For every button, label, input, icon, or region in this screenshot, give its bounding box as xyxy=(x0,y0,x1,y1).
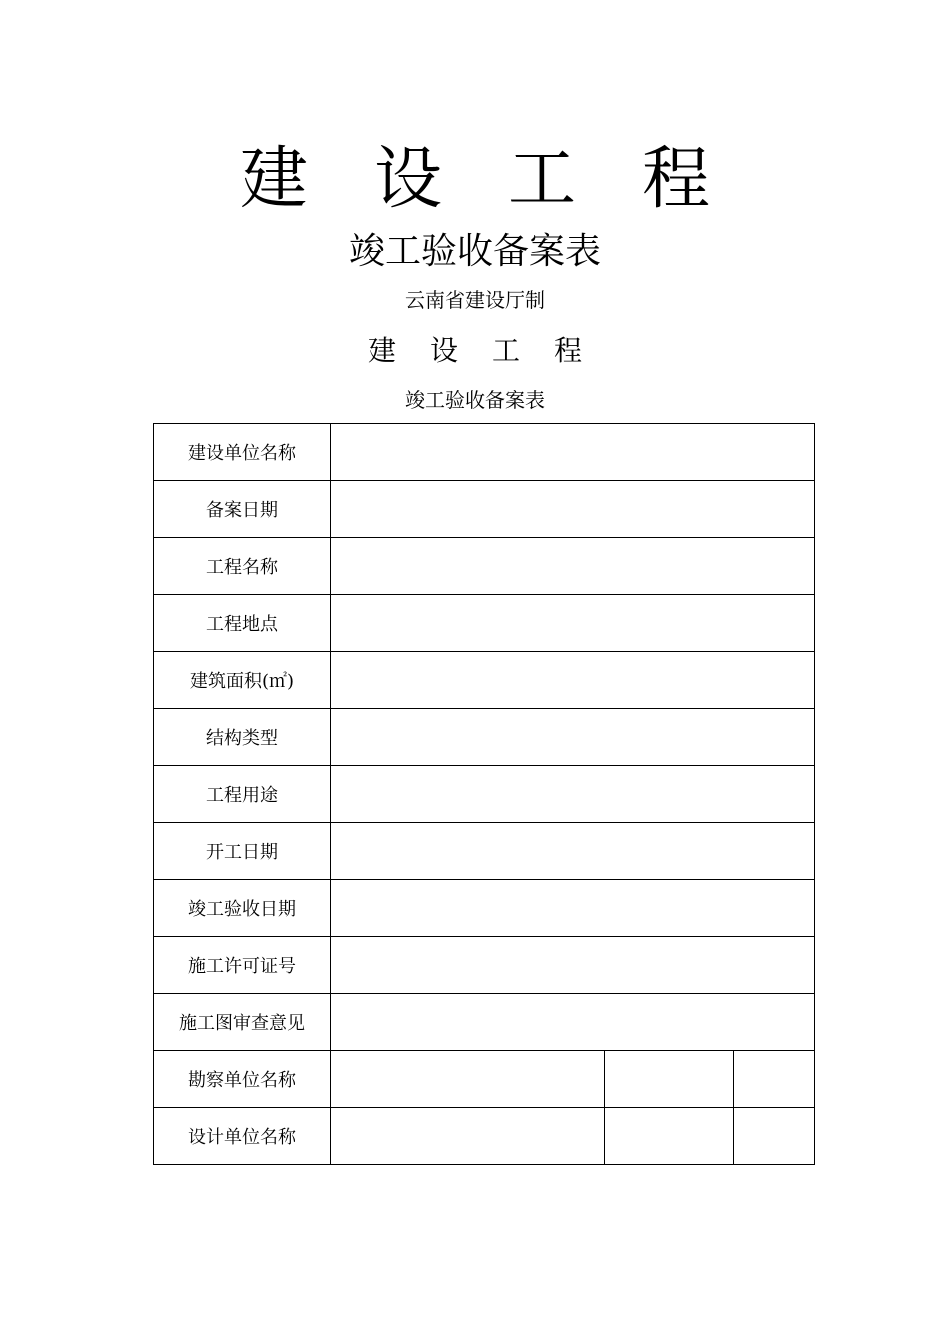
row-label: 备案日期 xyxy=(154,481,331,538)
row-value-field[interactable] xyxy=(331,652,815,709)
table-row xyxy=(154,766,815,823)
table-row xyxy=(154,652,815,709)
title-char: 设 xyxy=(373,140,442,219)
row-value-field[interactable] xyxy=(331,1051,605,1108)
document-subtitle: 竣工验收备案表 xyxy=(348,231,601,272)
row-label: 设计单位名称 xyxy=(154,1108,331,1165)
form-subtitle: 竣工验收备案表 xyxy=(405,388,545,412)
row-value-field[interactable] xyxy=(331,424,815,481)
row-label: 施工许可证号 xyxy=(154,937,331,994)
row-label: 建筑面积(㎡) xyxy=(154,652,331,709)
row-label: 结构类型 xyxy=(154,709,331,766)
row-value-field[interactable] xyxy=(331,937,815,994)
row-label: 施工图审查意见 xyxy=(154,994,331,1051)
row-label: 开工日期 xyxy=(154,823,331,880)
document-title xyxy=(0,140,950,220)
issuer-text: 云南省建设厅制 xyxy=(405,288,545,312)
row-label: 勘察单位名称 xyxy=(154,1051,331,1108)
table-row xyxy=(154,823,815,880)
table-row xyxy=(154,1108,815,1165)
title-small-char: 工 xyxy=(492,334,521,367)
row-label: 工程用途 xyxy=(154,766,331,823)
row-value-field[interactable] xyxy=(331,880,815,937)
table-row xyxy=(154,424,815,481)
row-value-field[interactable] xyxy=(331,481,815,538)
row-value-field[interactable] xyxy=(605,1108,734,1165)
title-char: 建 xyxy=(239,140,308,219)
row-value-field[interactable] xyxy=(331,595,815,652)
row-label: 工程名称 xyxy=(154,538,331,595)
title-small-char: 程 xyxy=(554,334,583,367)
table-row xyxy=(154,481,815,538)
form-title xyxy=(0,332,950,370)
row-value-field[interactable] xyxy=(605,1051,734,1108)
row-value-field[interactable] xyxy=(331,538,815,595)
row-label: 竣工验收日期 xyxy=(154,880,331,937)
table-row xyxy=(154,994,815,1051)
table-row xyxy=(154,1051,815,1108)
row-value-field[interactable] xyxy=(331,1108,605,1165)
title-char: 程 xyxy=(642,140,711,219)
row-label: 建设单位名称 xyxy=(154,424,331,481)
record-table xyxy=(153,423,815,1165)
table-row xyxy=(154,880,815,937)
title-char: 工 xyxy=(508,140,577,219)
table-row xyxy=(154,538,815,595)
table-row xyxy=(154,937,815,994)
table-row xyxy=(154,595,815,652)
row-label: 工程地点 xyxy=(154,595,331,652)
row-value-field[interactable] xyxy=(734,1108,815,1165)
table-row xyxy=(154,709,815,766)
row-value-field[interactable] xyxy=(331,709,815,766)
row-value-field[interactable] xyxy=(331,766,815,823)
row-value-field[interactable] xyxy=(734,1051,815,1108)
title-small-char: 设 xyxy=(429,334,458,367)
row-value-field[interactable] xyxy=(331,823,815,880)
row-value-field[interactable] xyxy=(331,994,815,1051)
title-small-char: 建 xyxy=(367,334,396,367)
